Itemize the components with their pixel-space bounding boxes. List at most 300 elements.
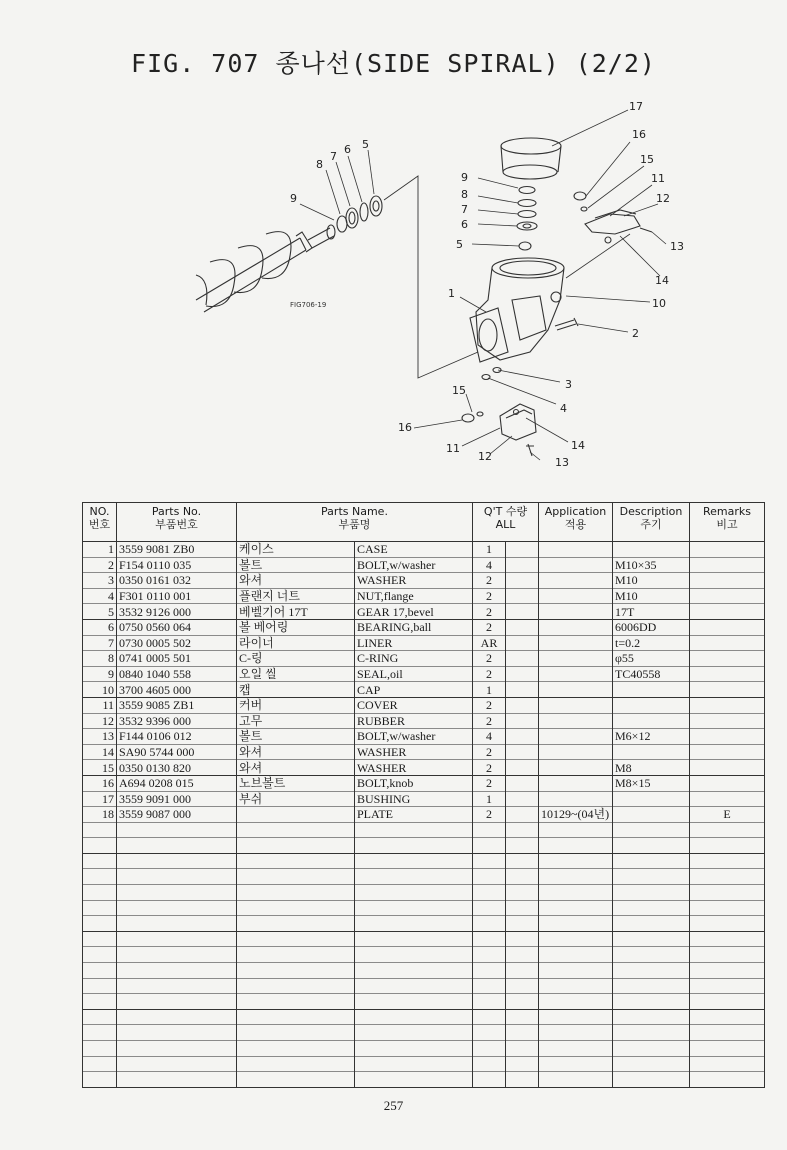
part-name-korean-cell: 케이스 — [237, 542, 355, 558]
remarks-cell — [690, 604, 765, 620]
part-number-cell: 0350 0130 820 — [117, 760, 237, 776]
callout-7-left: 7 — [330, 150, 337, 163]
header-qty: Q'T 수량 ALL — [473, 503, 539, 542]
part-name-english-cell — [355, 916, 473, 932]
description-cell — [613, 744, 690, 760]
row-number-cell: 4 — [83, 588, 117, 604]
part-name-english-cell: LINER — [355, 635, 473, 651]
parts-table-body — [83, 542, 765, 1088]
application-cell — [539, 697, 613, 713]
callout-16: 16 — [632, 128, 646, 141]
table-row — [83, 729, 765, 745]
part-name-english-cell — [355, 1025, 473, 1041]
table-row — [83, 635, 765, 651]
callout-12: 12 — [656, 192, 670, 205]
table-row — [83, 1025, 765, 1041]
remarks-cell — [690, 1025, 765, 1041]
row-number-cell — [83, 885, 117, 901]
row-number-cell: 2 — [83, 557, 117, 573]
part-name-english-cell: WASHER — [355, 573, 473, 589]
callout-12-lower: 12 — [478, 450, 492, 463]
quantity-cell: 4 — [473, 557, 506, 573]
quantity-cell — [473, 885, 506, 901]
application-cell — [539, 900, 613, 916]
part-number-cell: 3559 9087 000 — [117, 807, 237, 823]
part-name-korean-cell: 캡 — [237, 682, 355, 698]
quantity-cell: 2 — [473, 619, 506, 635]
part-name-korean-cell: 고무 — [237, 713, 355, 729]
quantity-cell — [473, 853, 506, 869]
part-name-korean-cell: 커버 — [237, 697, 355, 713]
part-name-korean-cell: 볼 베어링 — [237, 619, 355, 635]
application-cell — [539, 916, 613, 932]
part-number-cell: 3559 9091 000 — [117, 791, 237, 807]
part-name-korean-cell: 볼트 — [237, 729, 355, 745]
quantity-cell: 2 — [473, 604, 506, 620]
callout-2: 2 — [632, 327, 639, 340]
description-cell — [613, 978, 690, 994]
application-cell — [539, 775, 613, 791]
quantity-cell: 4 — [473, 729, 506, 745]
part-number-cell: F154 0110 035 — [117, 557, 237, 573]
row-number-cell: 9 — [83, 666, 117, 682]
part-number-cell — [117, 1025, 237, 1041]
table-row — [83, 838, 765, 854]
row-number-cell — [83, 1009, 117, 1025]
description-cell — [613, 947, 690, 963]
table-row — [83, 853, 765, 869]
part-number-cell — [117, 931, 237, 947]
quantity-cell — [473, 916, 506, 932]
part-name-english-cell: BOLT,knob — [355, 775, 473, 791]
part-number-cell — [117, 822, 237, 838]
remarks-cell — [690, 557, 765, 573]
row-number-cell: 14 — [83, 744, 117, 760]
table-row — [83, 931, 765, 947]
quantity-extra-cell — [506, 791, 539, 807]
row-number-cell: 1 — [83, 542, 117, 558]
quantity-extra-cell — [506, 557, 539, 573]
part-number-cell: 3700 4605 000 — [117, 682, 237, 698]
part-number-cell — [117, 994, 237, 1010]
description-cell — [613, 822, 690, 838]
quantity-extra-cell — [506, 729, 539, 745]
part-number-cell — [117, 1072, 237, 1088]
application-cell — [539, 666, 613, 682]
row-number-cell: 5 — [83, 604, 117, 620]
upper-stack-drawing — [501, 138, 561, 250]
table-header-row — [83, 503, 765, 542]
table-row — [83, 978, 765, 994]
description-cell — [613, 994, 690, 1010]
application-cell: 10129~(04년) — [539, 807, 613, 823]
part-number-cell: 0750 0560 064 — [117, 619, 237, 635]
quantity-extra-cell — [506, 947, 539, 963]
part-number-cell: 0741 0005 501 — [117, 651, 237, 667]
row-number-cell: 10 — [83, 682, 117, 698]
application-cell — [539, 1041, 613, 1057]
row-number-cell — [83, 869, 117, 885]
row-number-cell: 15 — [83, 760, 117, 776]
part-name-english-cell: CASE — [355, 542, 473, 558]
part-name-english-cell: BOLT,w/washer — [355, 557, 473, 573]
application-cell — [539, 963, 613, 979]
figure-reference-label: FIG706-19 — [290, 301, 327, 309]
description-cell: M6×12 — [613, 729, 690, 745]
quantity-extra-cell — [506, 807, 539, 823]
callout-14: 14 — [655, 274, 669, 287]
remarks-cell — [690, 697, 765, 713]
row-number-cell — [83, 1041, 117, 1057]
table-row — [83, 1056, 765, 1072]
description-cell — [613, 1056, 690, 1072]
callout-8-left: 8 — [316, 158, 323, 171]
quantity-cell — [473, 838, 506, 854]
part-number-cell — [117, 916, 237, 932]
application-cell — [539, 869, 613, 885]
part-number-cell: 3532 9126 000 — [117, 604, 237, 620]
description-cell: t=0.2 — [613, 635, 690, 651]
description-cell — [613, 682, 690, 698]
part-number-cell — [117, 838, 237, 854]
remarks-cell — [690, 822, 765, 838]
part-name-english-cell: NUT,flange — [355, 588, 473, 604]
description-cell — [613, 1025, 690, 1041]
quantity-cell: AR — [473, 635, 506, 651]
remarks-cell — [690, 651, 765, 667]
part-name-korean-cell: 라이너 — [237, 635, 355, 651]
quantity-cell — [473, 931, 506, 947]
quantity-extra-cell — [506, 994, 539, 1010]
part-name-english-cell: CAP — [355, 682, 473, 698]
quantity-cell: 2 — [473, 651, 506, 667]
part-number-cell — [117, 1009, 237, 1025]
description-cell: φ55 — [613, 651, 690, 667]
quantity-extra-cell — [506, 619, 539, 635]
part-name-english-cell — [355, 885, 473, 901]
shaft-components-drawing — [337, 196, 382, 232]
part-name-korean-cell — [237, 916, 355, 932]
part-name-korean-cell — [237, 869, 355, 885]
table-row — [83, 604, 765, 620]
row-number-cell — [83, 916, 117, 932]
quantity-extra-cell — [506, 542, 539, 558]
description-cell — [613, 542, 690, 558]
quantity-extra-cell — [506, 1056, 539, 1072]
callout-7-right: 7 — [461, 203, 468, 216]
row-number-cell: 3 — [83, 573, 117, 589]
application-cell — [539, 1056, 613, 1072]
application-cell — [539, 651, 613, 667]
quantity-cell: 2 — [473, 697, 506, 713]
callout-13-lower: 13 — [555, 456, 569, 469]
row-number-cell: 17 — [83, 791, 117, 807]
remarks-cell — [690, 947, 765, 963]
table-row — [83, 542, 765, 558]
table-row — [83, 1009, 765, 1025]
table-row — [83, 807, 765, 823]
description-cell — [613, 791, 690, 807]
remarks-cell — [690, 542, 765, 558]
application-cell — [539, 573, 613, 589]
part-name-korean-cell — [237, 807, 355, 823]
callout-6-right: 6 — [461, 218, 468, 231]
quantity-cell: 2 — [473, 573, 506, 589]
description-cell: M10 — [613, 573, 690, 589]
gear-case-drawing — [470, 258, 564, 362]
application-cell — [539, 978, 613, 994]
description-cell: M8 — [613, 760, 690, 776]
application-cell — [539, 994, 613, 1010]
quantity-cell — [473, 1041, 506, 1057]
table-row — [83, 994, 765, 1010]
quantity-cell: 2 — [473, 588, 506, 604]
part-name-english-cell: RUBBER — [355, 713, 473, 729]
part-name-korean-cell — [237, 947, 355, 963]
quantity-cell — [473, 1072, 506, 1088]
callout-11: 11 — [651, 172, 665, 185]
remarks-cell — [690, 963, 765, 979]
part-name-english-cell: WASHER — [355, 760, 473, 776]
part-number-cell — [117, 978, 237, 994]
part-name-english-cell — [355, 1072, 473, 1088]
table-row — [83, 573, 765, 589]
part-name-korean-cell: 볼트 — [237, 557, 355, 573]
remarks-cell — [690, 978, 765, 994]
quantity-extra-cell — [506, 838, 539, 854]
description-cell — [613, 900, 690, 916]
row-number-cell — [83, 994, 117, 1010]
application-cell — [539, 791, 613, 807]
application-cell — [539, 619, 613, 635]
quantity-extra-cell — [506, 1041, 539, 1057]
application-cell — [539, 1072, 613, 1088]
part-name-english-cell — [355, 822, 473, 838]
part-name-english-cell: PLATE — [355, 807, 473, 823]
table-row — [83, 588, 765, 604]
application-cell — [539, 1025, 613, 1041]
quantity-cell — [473, 900, 506, 916]
callout-17: 17 — [629, 100, 643, 113]
application-cell — [539, 713, 613, 729]
row-number-cell — [83, 853, 117, 869]
part-name-korean-cell — [237, 1025, 355, 1041]
remarks-cell — [690, 1041, 765, 1057]
part-name-english-cell: COVER — [355, 697, 473, 713]
row-number-cell: 12 — [83, 713, 117, 729]
description-cell — [613, 869, 690, 885]
quantity-cell: 2 — [473, 775, 506, 791]
part-number-cell — [117, 885, 237, 901]
table-row — [83, 666, 765, 682]
description-cell — [613, 1041, 690, 1057]
row-number-cell: 16 — [83, 775, 117, 791]
part-name-english-cell: BUSHING — [355, 791, 473, 807]
table-row — [83, 1041, 765, 1057]
spiral-shaft-drawing — [196, 225, 335, 312]
table-row — [83, 697, 765, 713]
part-name-english-cell: BOLT,w/washer — [355, 729, 473, 745]
part-name-english-cell — [355, 994, 473, 1010]
remarks-cell — [690, 573, 765, 589]
callout-3: 3 — [565, 378, 572, 391]
part-name-english-cell: BEARING,ball — [355, 619, 473, 635]
row-number-cell — [83, 1056, 117, 1072]
table-row — [83, 885, 765, 901]
header-parts-no: Parts No. 부품번호 — [117, 503, 237, 542]
part-name-korean-cell: 부쉬 — [237, 791, 355, 807]
part-number-cell: 0840 1040 558 — [117, 666, 237, 682]
description-cell — [613, 807, 690, 823]
quantity-extra-cell — [506, 651, 539, 667]
quantity-extra-cell — [506, 963, 539, 979]
quantity-extra-cell — [506, 869, 539, 885]
quantity-cell — [473, 822, 506, 838]
row-number-cell — [83, 978, 117, 994]
application-cell — [539, 635, 613, 651]
part-name-english-cell — [355, 838, 473, 854]
callout-16-lower: 16 — [398, 421, 412, 434]
part-name-english-cell — [355, 1056, 473, 1072]
part-name-english-cell: C-RING — [355, 651, 473, 667]
header-description: Description 주기 — [613, 503, 690, 542]
application-cell — [539, 744, 613, 760]
description-cell: TC40558 — [613, 666, 690, 682]
part-number-cell — [117, 900, 237, 916]
description-cell — [613, 1009, 690, 1025]
table-row — [83, 619, 765, 635]
remarks-cell — [690, 994, 765, 1010]
remarks-cell — [690, 853, 765, 869]
part-name-english-cell: SEAL,oil — [355, 666, 473, 682]
part-name-english-cell: WASHER — [355, 744, 473, 760]
row-number-cell: 11 — [83, 697, 117, 713]
part-name-korean-cell — [237, 963, 355, 979]
description-cell — [613, 853, 690, 869]
callout-8-right: 8 — [461, 188, 468, 201]
table-row — [83, 916, 765, 932]
part-number-cell — [117, 963, 237, 979]
table-row — [83, 869, 765, 885]
quantity-extra-cell — [506, 760, 539, 776]
table-row — [83, 557, 765, 573]
callout-6-left: 6 — [344, 143, 351, 156]
row-number-cell — [83, 963, 117, 979]
table-row — [83, 744, 765, 760]
table-row — [83, 651, 765, 667]
application-cell — [539, 588, 613, 604]
application-cell — [539, 822, 613, 838]
remarks-cell — [690, 713, 765, 729]
quantity-cell — [473, 869, 506, 885]
row-number-cell: 7 — [83, 635, 117, 651]
application-cell — [539, 947, 613, 963]
application-cell — [539, 760, 613, 776]
part-name-korean-cell — [237, 994, 355, 1010]
quantity-extra-cell — [506, 822, 539, 838]
table-row — [83, 822, 765, 838]
callout-14-lower: 14 — [571, 439, 585, 452]
callout-15: 15 — [640, 153, 654, 166]
row-number-cell: 8 — [83, 651, 117, 667]
quantity-cell: 2 — [473, 713, 506, 729]
remarks-cell — [690, 931, 765, 947]
part-name-korean-cell: 노브볼트 — [237, 775, 355, 791]
part-name-korean-cell: 오일 씰 — [237, 666, 355, 682]
part-name-korean-cell — [237, 1041, 355, 1057]
part-name-korean-cell — [237, 853, 355, 869]
row-number-cell — [83, 1072, 117, 1088]
part-name-english-cell — [355, 1009, 473, 1025]
quantity-extra-cell — [506, 635, 539, 651]
part-name-english-cell — [355, 978, 473, 994]
description-cell — [613, 697, 690, 713]
part-number-cell: F144 0106 012 — [117, 729, 237, 745]
callout-9-right: 9 — [461, 171, 468, 184]
application-cell — [539, 604, 613, 620]
application-cell — [539, 729, 613, 745]
part-name-korean-cell — [237, 1072, 355, 1088]
table-row — [83, 900, 765, 916]
part-number-cell: F301 0110 001 — [117, 588, 237, 604]
application-cell — [539, 542, 613, 558]
remarks-cell — [690, 1056, 765, 1072]
part-name-korean-cell — [237, 978, 355, 994]
part-name-korean-cell: 플랜지 너트 — [237, 588, 355, 604]
figure-title: FIG. 707 종나선(SIDE SPIRAL) (2/2) — [131, 49, 656, 78]
part-name-korean-cell: 베벨기어 17T — [237, 604, 355, 620]
remarks-cell — [690, 900, 765, 916]
part-number-cell: A694 0208 015 — [117, 775, 237, 791]
remarks-cell — [690, 838, 765, 854]
callout-4: 4 — [560, 402, 567, 415]
part-name-korean-cell: 와셔 — [237, 760, 355, 776]
quantity-extra-cell — [506, 1072, 539, 1088]
quantity-cell — [473, 1025, 506, 1041]
quantity-extra-cell — [506, 931, 539, 947]
quantity-cell: 2 — [473, 744, 506, 760]
remarks-cell — [690, 885, 765, 901]
part-name-english-cell — [355, 869, 473, 885]
diagram-callouts — [290, 100, 684, 469]
part-name-korean-cell: 와셔 — [237, 573, 355, 589]
callout-5-left: 5 — [362, 138, 369, 151]
part-number-cell — [117, 1056, 237, 1072]
remarks-cell: E — [690, 807, 765, 823]
part-name-english-cell — [355, 853, 473, 869]
application-cell — [539, 853, 613, 869]
quantity-extra-cell — [506, 697, 539, 713]
quantity-cell: 1 — [473, 542, 506, 558]
part-number-cell: 0730 0005 502 — [117, 635, 237, 651]
part-number-cell: 3559 9085 ZB1 — [117, 697, 237, 713]
table-row — [83, 682, 765, 698]
row-number-cell — [83, 900, 117, 916]
row-number-cell — [83, 1025, 117, 1041]
row-number-cell — [83, 838, 117, 854]
description-cell — [613, 838, 690, 854]
part-name-korean-cell — [237, 900, 355, 916]
quantity-cell: 2 — [473, 807, 506, 823]
table-row — [83, 963, 765, 979]
parts-list-table — [82, 502, 765, 1088]
row-number-cell: 6 — [83, 619, 117, 635]
table-row — [83, 760, 765, 776]
description-cell — [613, 931, 690, 947]
table-row — [83, 947, 765, 963]
application-cell — [539, 931, 613, 947]
table-row — [83, 1072, 765, 1088]
